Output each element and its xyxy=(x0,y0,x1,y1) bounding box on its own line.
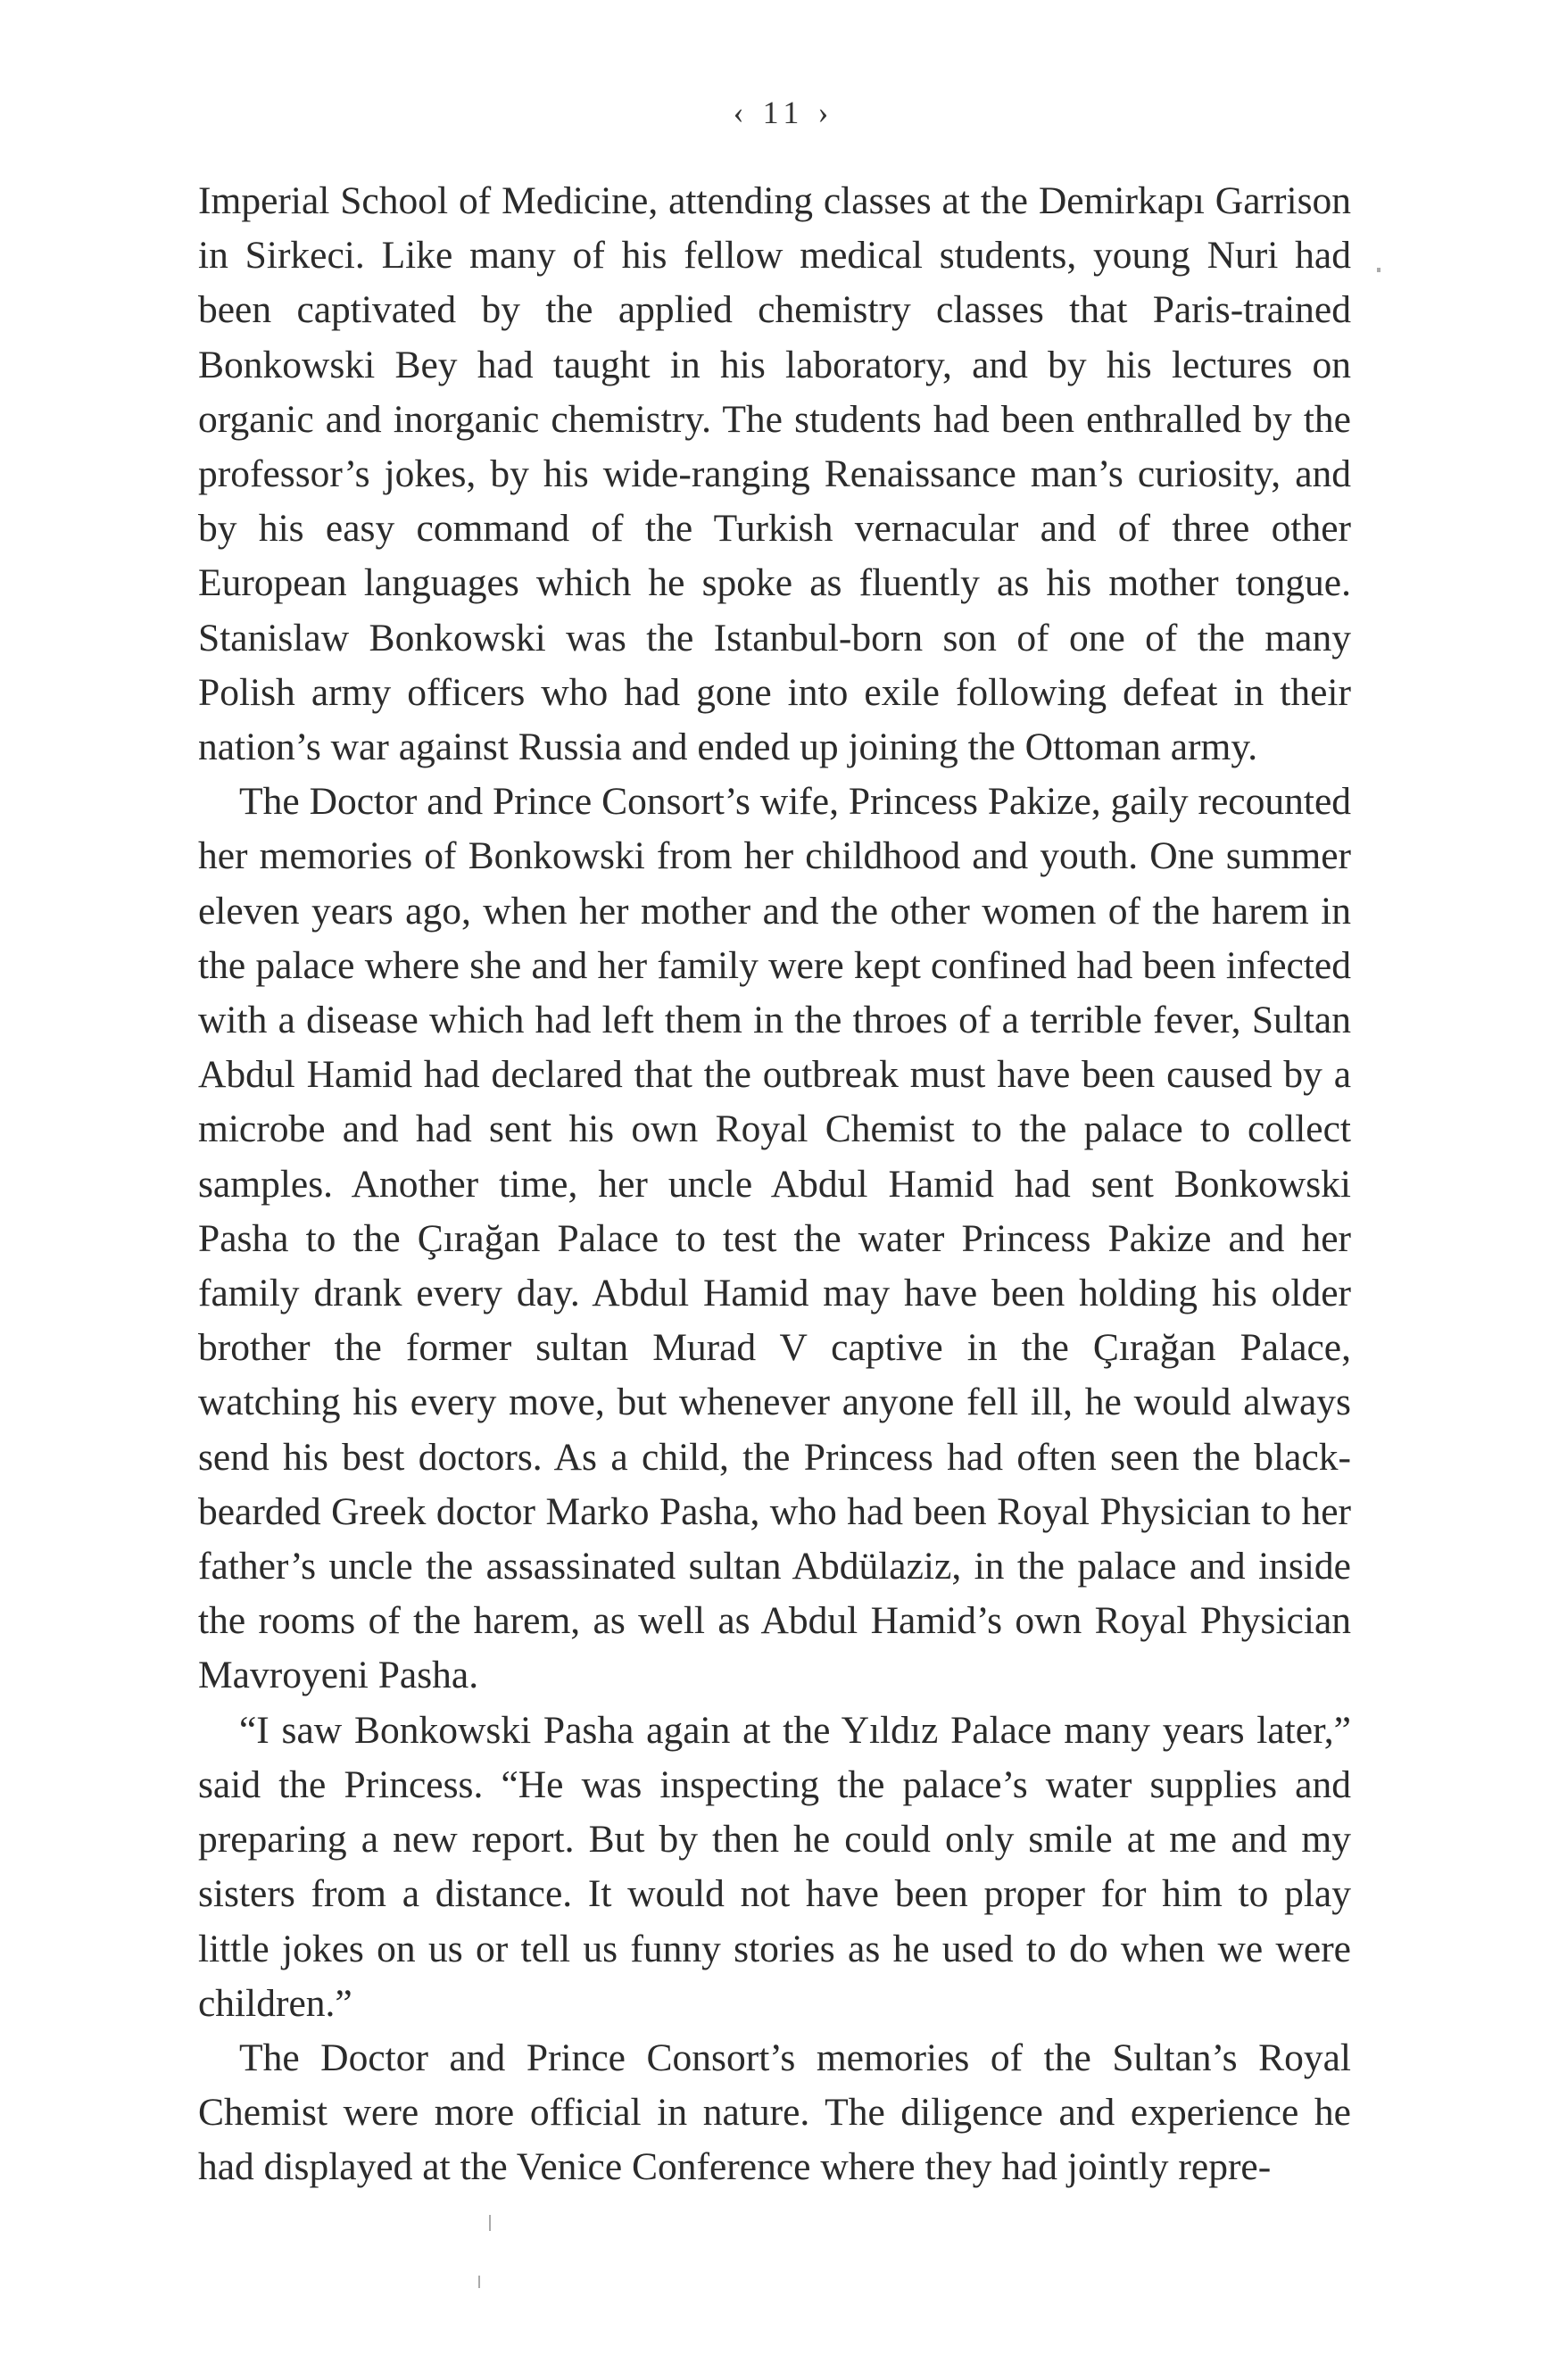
paragraph-1: Imperial School of Medicine, attending classes at the Demirkapı Garrison in Sirkeci. Like many of his fellow medical students, young Nuri had been captivated by the applied chemistry classes that Paris-trained Bonkowski Bey had taught in his laboratory, and by his lectures on organic and inorganic chemistry. The students had been enthralled by the professor’s jokes, by his wide-ranging Renaissance man’s curiosity, and by his easy command of the Turkish vernacular and of three other European languages which he spoke as fluently as his mother tongue. Stanislaw Bonkowski was the Istanbul-born son of one of the many Polish army officers who had gone into exile following defeat in their nation’s war against Russia and ended up joining the Ottoman army. xyxy=(198,179,1351,769)
paragraph-3: “I saw Bonkowski Pasha again at the Yıldız Palace many years later,” said the Princess. “He was inspecting the palace’s water supplies and preparing a new report. But by then he could only smile at me and my sisters from a distance. It would not have been proper for him to play little jokes on us or tell us funny stories as he used to do when we were children.” xyxy=(198,1708,1351,2025)
scan-speck xyxy=(489,2215,491,2231)
paragraph-2: The Doctor and Prince Consort’s wife, Princess Pakize, gaily recounted her memories of Bonkowski from her childhood and youth. One summer eleven years ago, when her mother and the other women of the harem in the palace where she and her family were kept confined had been infected with a disease which had left them in the throes of a terrible fever, Sultan Abdul Hamid had declared that the outbreak must have been caused by a microbe and had sent his own Royal Chemist to the palace to collect samples. Another time, her uncle Abdul Hamid had sent Bonkowski Pasha to the Çırağan Palace to test the water Princess Pakize and her family drank every day. Abdul Hamid may have been holding his older brother the former sultan Murad V captive in the Çırağan Palace, watching his every move, but whenever anyone fell ill, he would always send his best doctors. As a child, the Princess had often seen the black-bearded Greek doctor Marko Pasha, who had been Royal Physician to her father’s uncle the assassinated sultan Abdülaziz, in the palace and inside the rooms of the harem, as well as Abdul Hamid’s own Royal Physician Mavroyeni Pasha. xyxy=(198,780,1351,1697)
paragraph-4: The Doctor and Prince Consort’s memories of the Sultan’s Royal Chemist were more official in nature. The diligence and experience he had displayed at the Venice Conference where they had jointly repre- xyxy=(198,2036,1351,2189)
scan-speck xyxy=(478,2276,480,2288)
body-text xyxy=(198,174,1351,2195)
scan-speck xyxy=(1377,268,1380,272)
page-number: ‹ 11 › xyxy=(733,95,834,130)
